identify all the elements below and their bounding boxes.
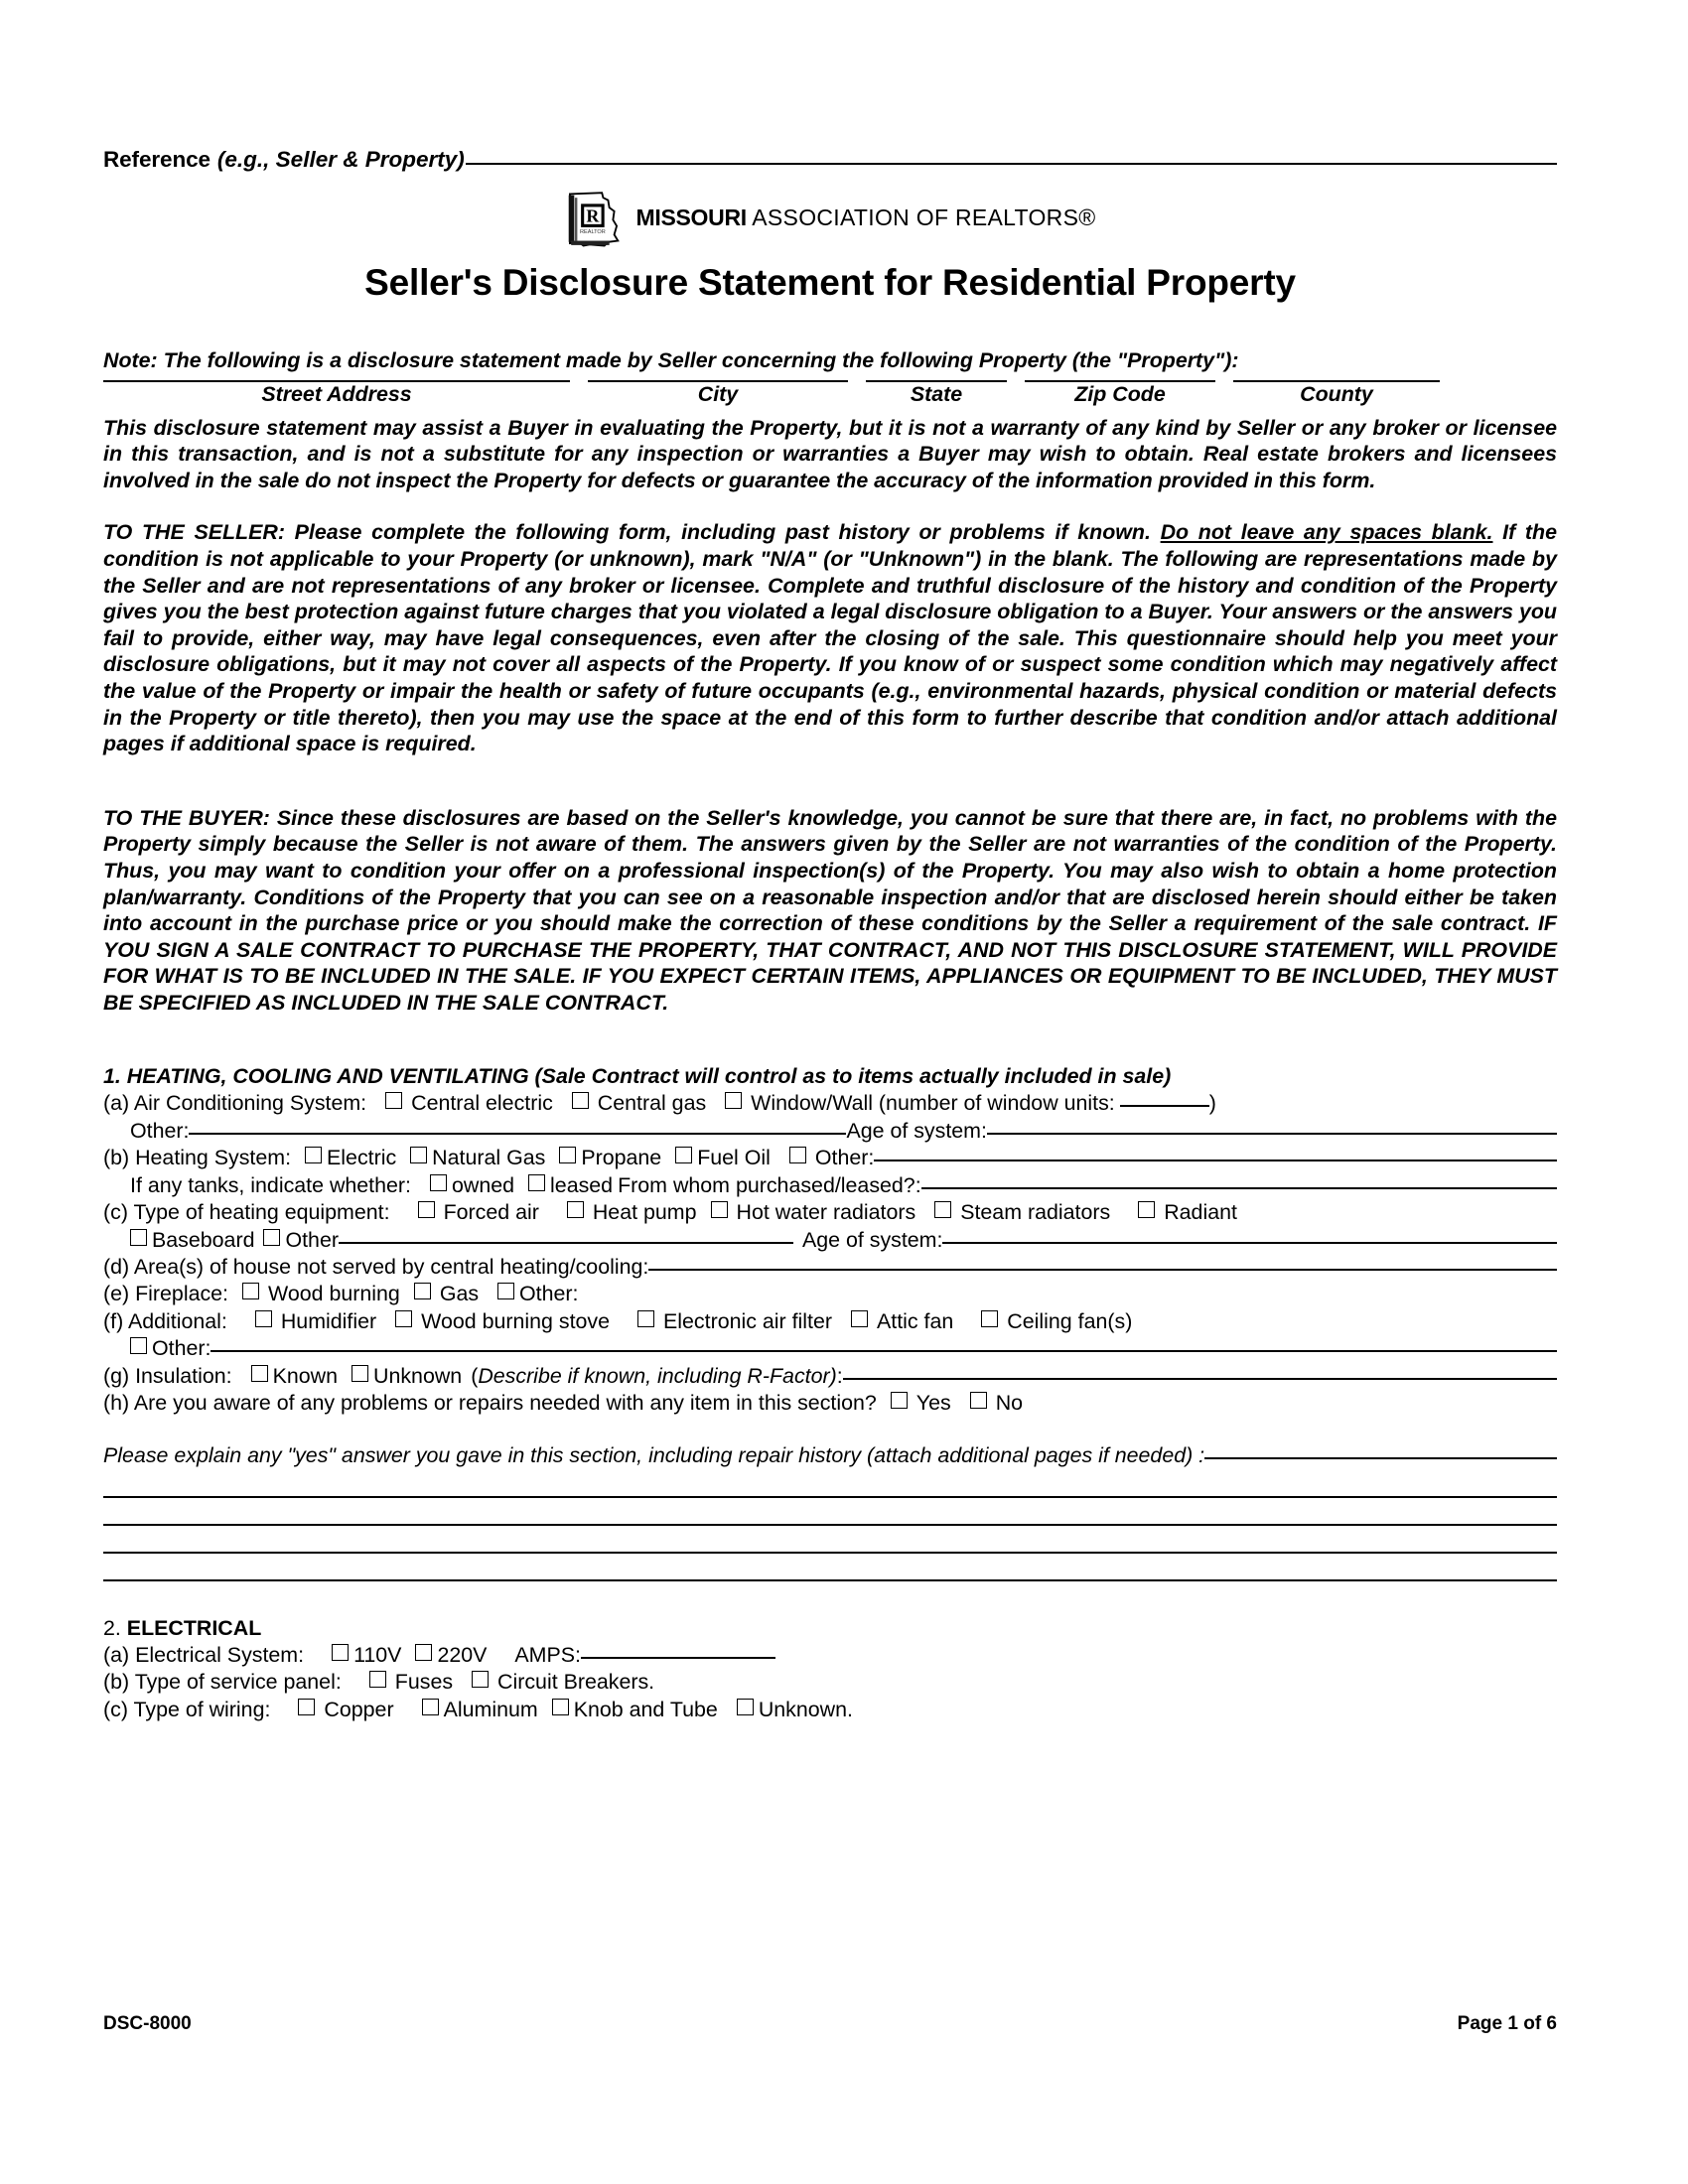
section-1f-other-row <box>103 1335 1557 1362</box>
insulation-describe-hint: Describe if known, including R-Factor) <box>478 1363 837 1388</box>
amps-input[interactable] <box>581 1657 775 1659</box>
section1-explain-input-2[interactable] <box>103 1524 1557 1526</box>
section-2c-row <box>103 1697 1557 1723</box>
window-units-close-paren: ) <box>1208 1091 1216 1116</box>
label-heating-other: Other: <box>814 1146 875 1170</box>
to-buyer-paragraph <box>103 805 1557 1017</box>
association-logo-block <box>103 187 1557 248</box>
label-heating-equipment-other: Other <box>285 1227 339 1252</box>
insulation-describe-open: ( <box>471 1363 479 1388</box>
label-section1-no: No <box>995 1390 1024 1415</box>
street-address-label: Street Address <box>261 381 412 406</box>
label-ac-age-of-system: Age of system: <box>846 1118 987 1143</box>
label-heating-propane: Propane <box>581 1146 662 1170</box>
label-circuit-breakers: Circuit Breakers. <box>497 1670 655 1695</box>
label-tanks-question: If any tanks, indicate whether: <box>130 1172 411 1197</box>
heating-equipment-age-input[interactable] <box>942 1242 1557 1244</box>
section-1c-row2 <box>103 1227 1557 1254</box>
label-additional-other: Other: <box>152 1336 211 1361</box>
wiring-type-label: (c) Type of wiring: <box>103 1697 271 1721</box>
to-seller-underlined: Do not leave any spaces blank. <box>1160 520 1493 545</box>
checkbox-central-electric[interactable] <box>385 1092 402 1109</box>
checkbox-heating-fuel-oil[interactable] <box>675 1147 692 1163</box>
areas-not-served-input[interactable] <box>648 1269 1557 1271</box>
label-fireplace-gas: Gas <box>439 1282 480 1306</box>
intro-paragraph: This disclosure statement may assist a Buyer in evaluating the Property, but it is not a warranty of any kind by Seller or any broker or licensee in this transaction, and is not a substitute for any inspection or warranties a Buyer may wish to obtain. Real estate brokers and licensees involved in the sale do not inspect the Property for defects or guarantee the accuracy of the information provided in this form. <box>103 415 1557 492</box>
checkbox-fireplace-gas[interactable] <box>414 1283 431 1299</box>
to-seller-part1: Please complete the following form, including past history or problems if known. <box>284 520 1161 545</box>
section-1b-row <box>103 1145 1557 1171</box>
section-2a-row <box>103 1642 1557 1669</box>
section-1b-tanks-row <box>103 1172 1557 1199</box>
section-1h-row <box>103 1390 1557 1417</box>
page-title: Seller's Disclosure Statement for Residential Property <box>364 262 1296 303</box>
label-insulation-known: Known <box>272 1363 339 1388</box>
section-2b-row <box>103 1669 1557 1696</box>
checkbox-110v[interactable] <box>332 1644 349 1661</box>
checkbox-baseboard[interactable] <box>130 1229 147 1246</box>
checkbox-forced-air[interactable] <box>418 1201 435 1218</box>
reference-row <box>103 147 1557 173</box>
label-hot-water-radiators: Hot water radiators <box>736 1200 916 1225</box>
association-name <box>636 205 1096 231</box>
checkbox-fuses[interactable] <box>369 1671 386 1688</box>
label-heating-fuel-oil: Fuel Oil <box>697 1146 771 1170</box>
page-number: Page 1 of 6 <box>1457 2013 1557 2034</box>
section-1c-row <box>103 1199 1557 1226</box>
ac-other-input[interactable] <box>189 1133 846 1135</box>
ac-age-input[interactable] <box>987 1133 1557 1135</box>
form-code: DSC-8000 <box>103 2013 192 2034</box>
page-footer <box>103 2013 1557 2035</box>
label-central-gas: Central gas <box>597 1091 707 1116</box>
association-name-bold: MISSOURI <box>635 204 747 230</box>
checkbox-central-gas[interactable] <box>572 1092 589 1109</box>
service-panel-label: (b) Type of service panel: <box>103 1670 342 1695</box>
checkbox-aluminum[interactable] <box>422 1699 439 1715</box>
label-heating-equipment-age: Age of system: <box>801 1227 943 1252</box>
window-units-input[interactable] <box>1120 1105 1209 1107</box>
label-tank-purchased-from: From whom purchased/leased?: <box>618 1172 921 1197</box>
label-baseboard: Baseboard <box>152 1227 255 1252</box>
zip-code-label: Zip Code <box>1074 381 1166 406</box>
checkbox-heat-pump[interactable] <box>567 1201 584 1218</box>
section-2-number: 2. <box>103 1615 121 1640</box>
label-radiant: Radiant <box>1164 1200 1237 1225</box>
checkbox-heating-natural-gas[interactable] <box>410 1147 427 1163</box>
checkbox-ceiling-fans[interactable] <box>981 1310 998 1327</box>
section-2-title: ELECTRICAL <box>126 1615 262 1640</box>
label-ac-other: Other: <box>130 1118 190 1143</box>
label-220v: 220V <box>437 1642 488 1667</box>
checkbox-heating-electric[interactable] <box>305 1147 322 1163</box>
section-1a-other-row <box>103 1118 1557 1145</box>
to-buyer-body: Since these disclosures are based on the Seller's knowledge, you cannot be sure that there are, in fact, no problems with the Property simply because the Seller is not aware of them. The answers given by the Seller are not warranties of the condition of the Property. Thus, you may want to condition your offer on a professional inspection(s) of the Property. You may also wish to obtain a home protection plan/warranty. Conditions of the Property that you can see on a reasonable inspection and/or that are disclosed herein should either be taken into account in the purchase price or you should make the correction of these conditions by the Seller a requirement of the sale contract. IF YOU SIGN A SALE CONTRACT TO PURCHASE THE PROPERTY, THAT CONTRACT, AND NOT THIS DISCLOSURE STATEMENT, WILL PROVIDE FOR WHAT IS TO BE INCLUDED IN THE SALE. IF YOU EXPECT CERTAIN ITEMS, APPLIANCES OR EQUIPMENT TO BE INCLUDED, THEY MUST BE SPECIFIED AS INCLUDED IN THE SALE CONTRACT. <box>103 805 1557 1015</box>
label-section1-problems-question: (h) Are you aware of any problems or repairs needed with any item in this section? <box>103 1390 877 1415</box>
checkbox-copper[interactable] <box>298 1699 315 1715</box>
label-central-electric: Central electric <box>411 1091 553 1116</box>
label-wood-burning-stove: Wood burning stove <box>421 1308 611 1333</box>
checkbox-fireplace-wood-burning[interactable] <box>242 1283 259 1299</box>
additional-other-input[interactable] <box>211 1350 1557 1352</box>
label-heating-electric: Electric <box>327 1146 397 1170</box>
section-2-heading <box>103 1615 1557 1642</box>
checkbox-wiring-unknown[interactable] <box>737 1699 754 1715</box>
label-forced-air: Forced air <box>443 1200 539 1225</box>
checkbox-wood-burning-stove[interactable] <box>395 1310 412 1327</box>
label-window-wall: Window/Wall (number of window units: <box>751 1091 1115 1116</box>
label-fireplace-other: Other: <box>519 1282 579 1306</box>
checkbox-window-wall[interactable] <box>725 1092 742 1109</box>
section-1g-row <box>103 1363 1557 1390</box>
city-label: City <box>697 381 739 406</box>
section-1a-row <box>103 1090 1557 1117</box>
label-110v: 110V <box>353 1642 402 1667</box>
checkbox-heating-equipment-other[interactable] <box>263 1229 280 1246</box>
section-1f-row <box>103 1308 1557 1335</box>
checkbox-tank-owned[interactable] <box>430 1174 447 1191</box>
state-label: State <box>910 381 963 406</box>
checkbox-insulation-known[interactable] <box>251 1365 268 1382</box>
property-address-labels <box>103 382 1557 407</box>
label-amps: AMPS: <box>514 1642 581 1667</box>
section-1-heading: 1. HEATING, COOLING AND VENTILATING (Sale Contract will control as to items actually included in sale) <box>103 1064 1172 1089</box>
label-fireplace-wood-burning: Wood burning <box>268 1282 400 1306</box>
label-aluminum: Aluminum <box>443 1697 538 1721</box>
to-buyer-lead: TO THE BUYER: <box>103 805 270 830</box>
label-fuses: Fuses <box>394 1670 454 1695</box>
insulation-label: (g) Insulation: <box>103 1363 232 1388</box>
insulation-describe-colon: : <box>836 1363 843 1388</box>
reference-input-line[interactable] <box>466 163 1557 165</box>
missouri-realtors-logo-icon <box>565 187 627 248</box>
label-heating-natural-gas: Natural Gas <box>432 1146 546 1170</box>
label-ceiling-fans: Ceiling fan(s) <box>1007 1308 1133 1333</box>
additional-label: (f) Additional: <box>103 1308 227 1333</box>
checkbox-heating-propane[interactable] <box>559 1147 576 1163</box>
section-1-explain-row <box>103 1442 1557 1469</box>
label-section1-explain: Please explain any "yes" answer you gave in this section, including repair history (attach additional pages if needed) : <box>103 1443 1205 1468</box>
checkbox-hot-water-radiators[interactable] <box>711 1201 728 1218</box>
section1-explain-input-1[interactable] <box>103 1496 1557 1498</box>
checkbox-electronic-air-filter[interactable] <box>637 1310 654 1327</box>
svg-text:REALTOR: REALTOR <box>579 229 606 236</box>
label-electronic-air-filter: Electronic air filter <box>663 1308 833 1333</box>
svg-text:R: R <box>585 205 599 226</box>
checkbox-heating-other[interactable] <box>789 1147 806 1163</box>
section1-explain-input-0[interactable] <box>1204 1457 1557 1459</box>
label-areas-not-served: (d) Area(s) of house not served by central heating/cooling: <box>103 1254 649 1279</box>
checkbox-knob-and-tube[interactable] <box>552 1699 569 1715</box>
section1-explain-input-3[interactable] <box>103 1552 1557 1554</box>
tank-purchased-from-input[interactable] <box>921 1187 1557 1189</box>
to-seller-paragraph <box>103 519 1557 756</box>
label-tank-leased: leased <box>550 1172 614 1197</box>
checkbox-tank-leased[interactable] <box>528 1174 545 1191</box>
electrical-system-label: (a) Electrical System: <box>103 1642 305 1667</box>
checkbox-attic-fan[interactable] <box>851 1310 868 1327</box>
heating-equipment-other-input[interactable] <box>339 1242 793 1244</box>
checkbox-steam-radiators[interactable] <box>934 1201 951 1218</box>
checkbox-radiant[interactable] <box>1138 1201 1155 1218</box>
checkbox-section1-yes[interactable] <box>891 1392 908 1409</box>
label-wiring-unknown: Unknown. <box>758 1697 853 1721</box>
heating-equipment-label: (c) Type of heating equipment: <box>103 1200 390 1225</box>
section-1d-row <box>103 1254 1557 1281</box>
label-tank-owned: owned <box>452 1172 515 1197</box>
air-conditioning-label: (a) Air Conditioning System: <box>103 1091 367 1116</box>
checkbox-220v[interactable] <box>415 1644 432 1661</box>
checkbox-insulation-unknown[interactable] <box>352 1365 368 1382</box>
insulation-describe-input[interactable] <box>843 1378 1557 1380</box>
label-attic-fan: Attic fan <box>877 1308 954 1333</box>
heating-system-label: (b) Heating System: <box>103 1146 292 1170</box>
association-name-rest: ASSOCIATION OF REALTORS® <box>746 204 1096 230</box>
county-label: County <box>1300 381 1373 406</box>
reference-hint: (e.g., Seller & Property) <box>216 147 465 172</box>
to-seller-part2: If the condition is not applicable to your Property (or unknown), mark "N/A" (or "Unknown") in the blank. The following are representations made by the Seller and are not representations of any broker or licensee. Complete and truthful disclosure of the history and condition of the Property gives you the best protection against future charges that you violated a legal disclosure obligation to a Buyer. Your answers or the answers you fail to provide, either way, may have legal consequences, even after the closing of the sale. This questionnaire should help you meet your disclosure obligations, but it may not cover all aspects of the Property. If you know of or suspect some condition which may negatively affect the value of the Property or impair the health or safety of future occupants (e.g., environmental hazards, physical condition or material defects in the Property or title thereto), then you may use the space at the end of this form to further describe that condition and/or attach additional pages if additional space is required. <box>103 520 1557 756</box>
checkbox-circuit-breakers[interactable] <box>472 1671 489 1688</box>
label-steam-radiators: Steam radiators <box>960 1200 1111 1225</box>
fireplace-label: (e) Fireplace: <box>103 1282 229 1306</box>
document-content <box>103 147 1557 1723</box>
label-heat-pump: Heat pump <box>592 1200 697 1225</box>
checkbox-section1-no[interactable] <box>970 1392 987 1409</box>
label-knob-and-tube: Knob and Tube <box>573 1697 718 1721</box>
note-text: Note: The following is a disclosure statement made by Seller concerning the following Property (the "Property"): <box>103 348 1239 372</box>
to-seller-lead: TO THE SELLER: <box>103 520 285 545</box>
label-section1-yes: Yes <box>915 1390 951 1415</box>
label-humidifier: Humidifier <box>280 1308 377 1333</box>
label-insulation-unknown: Unknown <box>373 1363 463 1388</box>
section-1e-row <box>103 1281 1557 1307</box>
label-copper: Copper <box>324 1697 394 1721</box>
checkbox-humidifier[interactable] <box>255 1310 272 1327</box>
reference-label: Reference <box>103 147 211 172</box>
heating-other-input[interactable] <box>874 1160 1557 1161</box>
checkbox-additional-other[interactable] <box>130 1337 147 1354</box>
checkbox-fireplace-other[interactable] <box>497 1283 514 1299</box>
